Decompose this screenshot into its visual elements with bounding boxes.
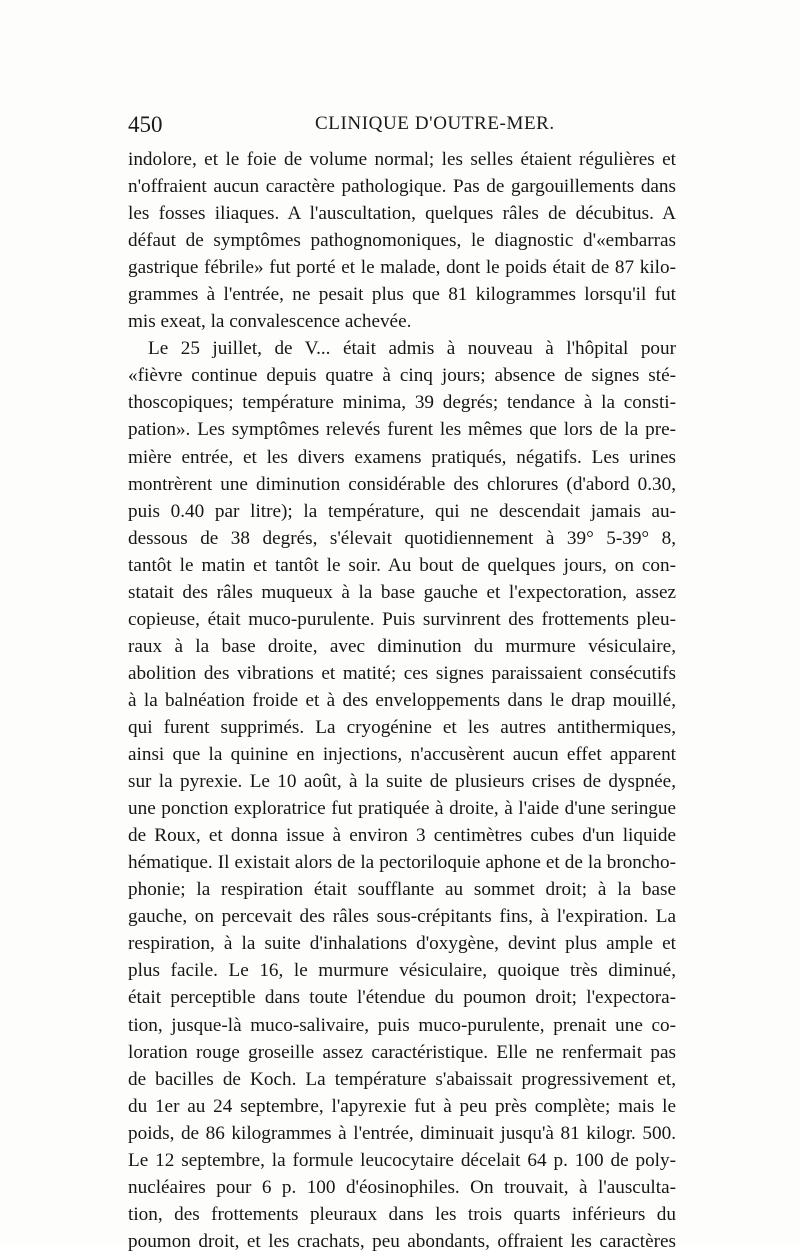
text-line: était perceptible dans toute l'étendue du poumon droit; l'expectora- (128, 987, 676, 1009)
text-line: nucléaires pour 6 p. 100 d'éosinophiles. On trouvait, à l'ausculta- (128, 1176, 676, 1198)
text-line: puis 0.40 par litre); la température, qui ne descendait jamais au- (128, 500, 676, 522)
text-line: du 1er au 24 septembre, l'apyrexie fut à peu près complète; mais le (128, 1095, 676, 1117)
text-line: mière entrée, et les divers examens pratiqués, négatifs. Les urines (128, 446, 676, 468)
text-line: à la balnéation froide et à des enveloppements dans le drap mouillé, (128, 689, 676, 711)
running-title: CLINIQUE D'OUTRE-MER. (315, 113, 555, 134)
text-line: copieuse, était muco-purulente. Puis survinrent des frottements pleu- (128, 608, 676, 630)
text-line: plus facile. Le 16, le murmure vésiculaire, quoique très diminué, (128, 960, 676, 982)
text-line: de bacilles de Koch. La température s'abaissait progressivement et, (128, 1068, 676, 1090)
text-line: hématique. Il existait alors de la pectoriloquie aphone et de la broncho- (128, 852, 676, 874)
text-line: Le 12 septembre, la formule leucocytaire décelait 64 p. 100 de poly- (128, 1149, 676, 1171)
text-line: raux à la base droite, avec diminution du murmure vésiculaire, (128, 635, 676, 657)
text-line: statait des râles muqueux à la base gauche et l'expectoration, assez (128, 581, 676, 603)
text-line: loration rouge groseille assez caractéristique. Elle ne renfermait pas (128, 1041, 676, 1063)
text-line: Le 25 juillet, de V... était admis à nouveau à l'hôpital pour (148, 338, 676, 360)
text-line: qui furent supprimés. La cryogénine et les autres antithermiques, (128, 716, 676, 738)
page-number: 450 (128, 112, 163, 137)
text-line: poumon droit, et les crachats, peu abondants, offraient les caractères (128, 1230, 676, 1252)
text-line: phonie; la respiration était soufflante au sommet droit; à la base (128, 879, 676, 901)
body-text (128, 146, 676, 1255)
text-line: une ponction exploratrice fut pratiquée à droite, à l'aide d'une seringue (128, 798, 676, 820)
text-line: dessous de 38 degrés, s'élevait quotidiennement à 39° 5-39° 8, (128, 527, 676, 549)
text-line: indolore, et le foie de volume normal; les selles étaient régulières et (128, 149, 676, 170)
text-line: respiration, à la suite d'inhalations d'oxygène, devint plus ample et (128, 933, 676, 955)
text-line: gauche, on percevait des râles sous-crépitants fins, à l'expiration. La (128, 906, 676, 928)
text-line: défaut de symptômes pathognomoniques, le diagnostic d'«embarras (128, 230, 676, 252)
text-line: mis exeat, la convalescence achevée. (128, 311, 412, 333)
running-head (128, 112, 676, 142)
text-line: abolition des vibrations et matité; ces signes paraissaient consécutifs (128, 662, 676, 684)
text-line: pation». Les symptômes relevés furent les mêmes que lors de la pre- (128, 419, 676, 441)
text-line: poids, de 86 kilogrammes à l'entrée, diminuait jusqu'à 81 kilogr. 500. (128, 1122, 676, 1144)
text-line: n'offraient aucun caractère pathologique. Pas de gargouillements dans (128, 176, 676, 198)
text-line: les fosses iliaques. A l'auscultation, quelques râles de décubitus. A (128, 203, 676, 225)
text-line: de Roux, et donna issue à environ 3 centimètres cubes d'un liquide (128, 825, 676, 847)
text-line: thoscopiques; température minima, 39 degrés; tendance à la consti- (128, 392, 676, 414)
text-line: sur la pyrexie. Le 10 août, à la suite de plusieurs crises de dyspnée, (128, 771, 676, 793)
text-line: gastrique fébrile» fut porté et le malade, dont le poids était de 87 kilo- (128, 257, 676, 279)
text-line: grammes à l'entrée, ne pesait plus que 81 kilogrammes lorsqu'il fut (128, 284, 676, 306)
text-line: tion, des frottements pleuraux dans les trois quarts inférieurs du (128, 1203, 676, 1225)
text-line: montrèrent une diminution considérable des chlorures (d'abord 0.30, (128, 473, 676, 495)
text-line: tion, jusque-là muco-salivaire, puis muco-purulente, prenait une co- (128, 1014, 676, 1036)
text-line: ainsi que la quinine en injections, n'accusèrent aucun effet apparent (128, 744, 676, 766)
text-line: «fièvre continue depuis quatre à cinq jours; absence de signes sté- (128, 365, 676, 387)
text-line: tantôt le matin et tantôt le soir. Au bout de quelques jours, on con- (128, 554, 676, 576)
